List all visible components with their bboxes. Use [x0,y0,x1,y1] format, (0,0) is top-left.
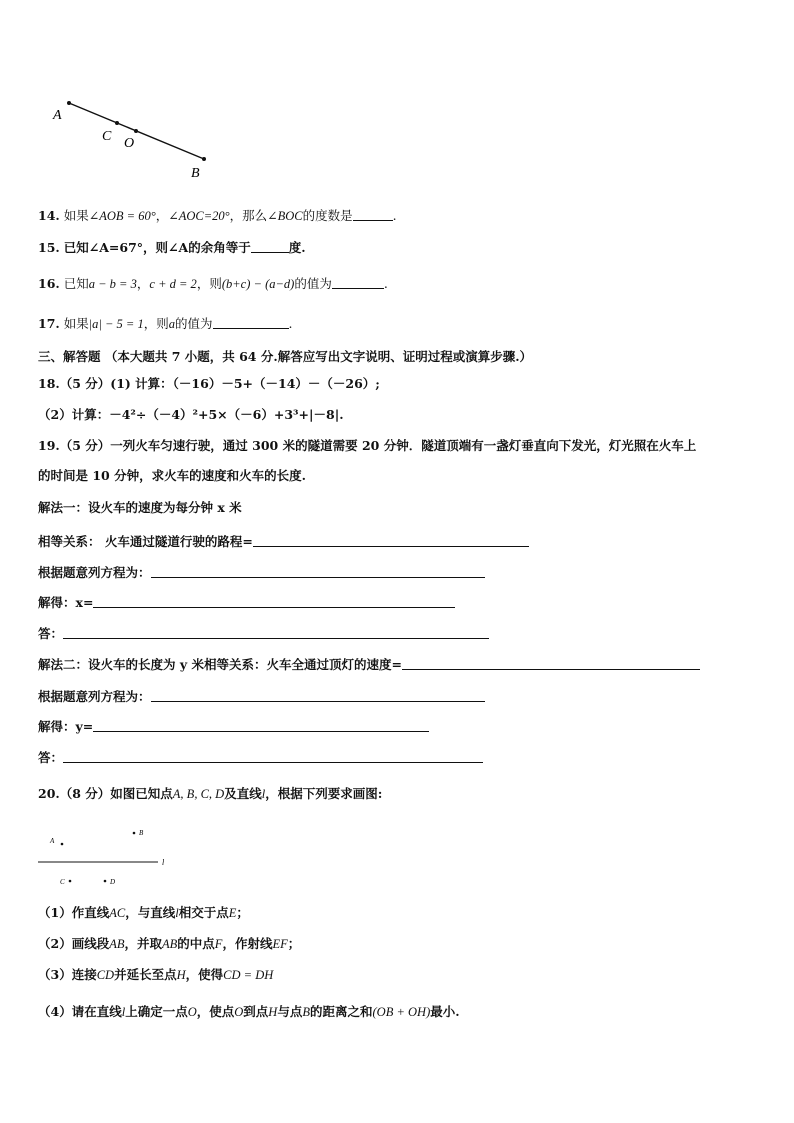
q19-m1-equation-blank[interactable] [151,565,485,578]
q20-i1-text-c: ，与直线 [125,905,176,920]
q17-answer-blank[interactable] [213,316,289,329]
question-16 [38,276,388,292]
question-18-part-2: （2）计算：－4²÷（－4）²+5×（－6）+3³+|－8|. [38,407,344,422]
q19-m1-solve-label: 解得：x= [38,595,94,610]
q19-method-2-solve [38,719,429,735]
q14-answer-blank[interactable] [353,208,393,221]
question-18-part-1: 18.（5 分）(1) 计算：（－16）－5+（－14）－（－26）; [38,376,380,391]
q20-tail: ，根据下列要求画图: [265,786,383,801]
label-a: A [53,108,62,123]
q19-method-2-equation [38,689,485,705]
fig2-point-a [61,843,64,846]
q16-expr-2: c + d = 2 [149,277,197,291]
q20-i4-text-k: 的距离之和 [309,1004,373,1019]
q20-i1-e: E [228,906,237,920]
q20-i4-end: 最小. [430,1004,460,1019]
q19-m1-answer-label: 答： [38,626,64,641]
q17-text-2: ，则 [143,316,169,331]
q19-method-1-relation [38,534,529,550]
q17-text-3: 的值为 [175,316,213,331]
q16-text-3: ，则 [196,276,222,291]
q19-method-1-equation [38,565,485,581]
question-19-line-2: 的时间是 10 分钟，求火车的速度和火车的长度. [38,468,306,483]
q16-expr-1: a − b = 3 [88,277,137,291]
q14-text-4: 的度数是 [302,208,353,223]
q20-instruction-1 [38,905,249,921]
q19-m2-equation-blank[interactable] [151,689,485,702]
question-17 [38,316,293,332]
q19-m1-answer-blank[interactable] [63,626,489,639]
q20-i4-text-i: 与点 [277,1004,303,1019]
q19-method-1-answer [38,626,489,642]
q14-expr-1: ∠AOB = 60° [88,209,156,223]
q19-m2-equation-label: 根据题意列方程为： [38,689,151,704]
q20-i3-text-e: ，使得 [185,967,224,982]
q20-i2-text-c: ，并取 [124,936,162,951]
question-14 [38,208,397,224]
fig2-point-d [104,880,107,883]
q20-i3-text-a: （3）连接 [38,967,97,982]
q20-instruction-3 [38,967,273,983]
q14-text-2: ， [155,208,169,223]
q20-i2-text-a: （2）画线段 [38,936,110,951]
q14-expr-2: ∠AOC=20° [168,209,230,223]
q20-i1-end: ； [236,905,249,920]
q19-m1-solve-blank[interactable] [93,595,455,608]
q16-end: . [383,276,388,291]
q19-m2-solve-label: 解得：y= [38,719,94,734]
q20-instruction-2 [38,936,300,952]
q20-instruction-4 [38,1004,460,1020]
q17-text-1: 如果 [63,316,89,331]
q20-i2-text-e: 的中点 [177,936,215,951]
q14-end: . [392,208,397,223]
fig2-label-c: C [60,878,65,886]
q15-number: 15. [38,240,60,255]
label-l: l [162,858,165,867]
q20-i4-text-e: ，使点 [196,1004,235,1019]
point-b [202,157,206,161]
q20-i3-h: H [176,968,186,982]
q20-i3-text-c: 并延长至点 [114,967,177,982]
q16-text-1: 已知 [63,276,89,291]
q19-m2-speed-blank[interactable] [402,657,700,670]
fig2-label-a: A [50,837,55,845]
q19-m1-relation-blank[interactable] [253,534,529,547]
point-a [67,101,71,105]
q16-text-2: ， [136,276,150,291]
q20-mid: 及直线 [224,786,262,801]
q20-points: A, B, C, D [172,787,225,801]
q20-i3-condition: CD = DH [223,968,274,982]
q20-line-l: l [261,787,266,801]
point-c [115,121,119,125]
q20-head: 20.（8 分）如图已知点 [38,786,173,801]
q16-number: 16. [38,276,60,291]
q19-m2-solve-blank[interactable] [93,719,429,732]
q20-i2-end: ； [287,936,301,951]
q16-expr-3: (b+c) − (a−d) [221,277,295,291]
q19-m1-equation-label: 根据题意列方程为： [38,565,151,580]
q20-i3-cd: CD [96,968,115,982]
q14-number: 14. [38,208,60,223]
q16-answer-blank[interactable] [332,276,384,289]
q20-i4-o: O [187,1005,197,1019]
q19-m2-answer-blank[interactable] [63,750,483,763]
question-20 [38,786,382,802]
section-3-heading: 三、解答题 （本大题共 7 小题，共 64 分.解答应写出文字说明、证明过程或演算步骤.） [38,349,533,364]
fig2-point-c [69,880,72,883]
fig2-point-b [133,832,136,835]
q19-method-2-title [38,657,700,673]
q17-expr-2: a [168,317,176,331]
q17-end: . [288,316,293,331]
q20-i1-text-a: （1）作直线 [38,905,110,920]
q14-expr-3: ∠BOC [267,209,303,223]
q19-method-1-solve [38,595,455,611]
q19-m2-title-label: 解法二：设火车的长度为 y 米相等关系：火车全通过顶灯的速度= [38,657,402,672]
question-19-line-1: 19.（5 分）一列火车匀速行驶，通过 300 米的隧道需要 20 分钟．隧道顶端有一盏灯垂直向下发光，灯光照在火车上 [38,438,697,453]
q19-method-1-title: 解法一：设火车的速度为每分钟 x 米 [38,500,242,515]
q20-i4-l: l [121,1005,126,1019]
q16-text-4: 的值为 [294,276,332,291]
label-c: C [102,129,112,144]
q19-method-2-answer [38,750,483,766]
fig2-label-d: D [110,878,116,886]
q20-i2-text-g: ，作射线 [222,936,273,951]
q17-number: 17. [38,316,60,331]
fig2-label-b: B [139,829,144,837]
q20-i4-h: H [268,1005,278,1019]
q15-end: 度. [288,240,306,255]
point-o [134,129,138,133]
q20-i4-text-g: 到点 [243,1004,269,1019]
label-b: B [191,166,200,181]
label-o: O [124,136,135,151]
q20-i4-text-c: 上确定一点 [125,1004,188,1019]
q19-m1-relation-label: 相等关系： 火车通过隧道行驶的路程= [38,534,253,549]
q20-i2-ab: AB [109,937,125,951]
q20-i1-ac: AC [109,906,126,920]
q20-i2-f: F [214,937,223,951]
question-15 [38,240,306,256]
q20-i2-ef: EF [272,937,288,951]
q20-i4-b: B [302,1005,310,1019]
q15-text: 已知∠A=67°，则∠A的余角等于 [63,240,251,255]
q20-i4-o-2: O [234,1005,244,1019]
q20-i1-text-e: 相交于点 [178,905,229,920]
q14-text-1: 如果 [63,208,89,223]
q14-text-3: ，那么 [229,208,268,223]
q20-i1-l: l [175,906,179,920]
q19-m2-answer-label: 答： [38,750,64,765]
q17-expr-1: |a| − 5 = 1 [88,317,144,331]
q20-i2-ab-2: AB [162,937,178,951]
q20-i4-sum: (OB + OH) [372,1005,431,1019]
q15-answer-blank[interactable] [251,240,289,253]
q20-i4-text-a: （4）请在直线 [38,1004,122,1019]
